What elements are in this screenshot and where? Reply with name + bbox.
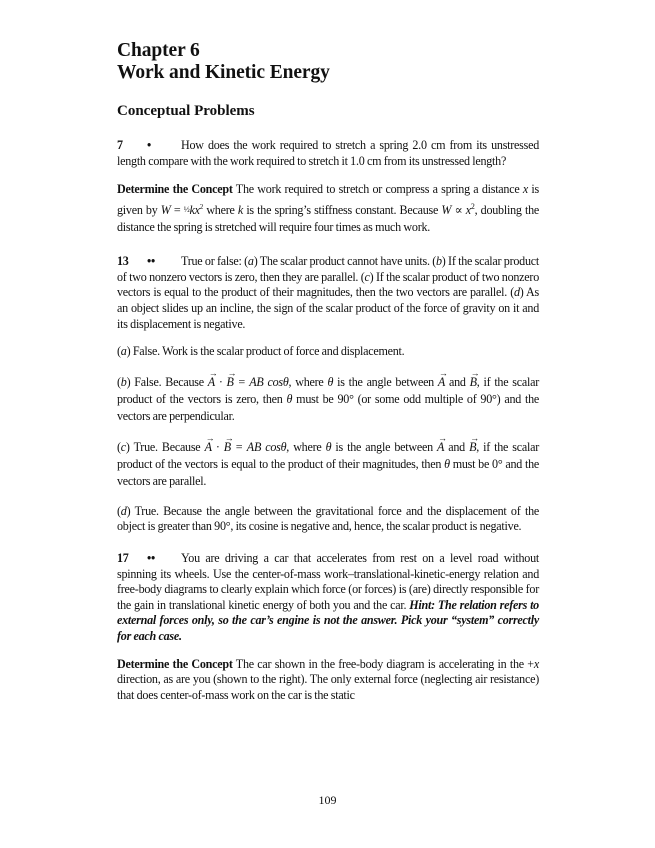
answer-13d: (d) True. Because the angle between the gravitational force and the displacement of the object is greater than 90°, its cosine is negative and, hence, the scalar product is negative. (117, 503, 539, 534)
difficulty-marker: • (147, 138, 151, 152)
problem-number: 13 (117, 254, 129, 269)
page-content (117, 40, 539, 703)
problem-number: 7 (117, 138, 123, 152)
answer-13c: (c) True. Because → A · → B = AB cosθ, where θ is the angle between → A and → B, if the scalar product of the vectors is equal to the product of their magnitudes, then θ must be 0° and the vectors are parallel. (117, 439, 539, 490)
page-number: 109 (318, 793, 337, 807)
problem-17-answer: Determine the Concept The car shown in the free-body diagram is accelerating in the +x direction, as are you (shown to the right). The only external force (neglecting air resistance) that does center-of-mass work on the car is the static (117, 656, 539, 702)
problem-7 (117, 138, 539, 169)
answer-lead: Determine the Concept (117, 182, 233, 197)
difficulty-marker: •• (147, 254, 155, 269)
spring-work-formula: $W = \frac{1}{2}kx^2$ (160, 203, 204, 218)
problem-13: 13 •• True or false: (a) The scalar product cannot have units. (b) If the scalar product of two nonzero vectors is zero, then they are parallel. (c) If the scalar product of two nonzero vectors is equal to the product of their magnitudes, then the two vectors are parallel. (d) As an object slides up an incline, the sign of the scalar product of the force of gravity on it and its displacement is negative. (117, 254, 539, 331)
problem-text: How does the work required to stretch a spring 2.0 cm from its unstressed length compare with the work required to stretch it 1.0 cm from its unstressed length? (117, 138, 539, 168)
dot-product-formula: → A · → B = AB cosθ (205, 440, 287, 454)
difficulty-marker: •• (147, 550, 155, 565)
chapter-title: Work and Kinetic Energy (117, 62, 330, 83)
problem-number: 17 (117, 550, 129, 565)
answer-13b: (b) False. Because → A · → B = AB cosθ, where θ is the angle between → A and → B, if the scalar product of the vectors is zero, then θ must be 90° (or some odd multiple of 90°) and the vectors are perpendicular. (117, 374, 539, 425)
dot-product-formula: → A · → B = AB cosθ (208, 375, 289, 389)
answer-13a: (a) False. Work is the scalar product of force and displacement. (117, 344, 405, 359)
problem-17 (117, 551, 539, 645)
section-heading: Conceptual Problems (117, 103, 255, 119)
chapter-number: Chapter 6 (117, 40, 200, 61)
problem-text: You are driving a car that accelerates from rest on a level road without spinning its wheels. Use the center-of-mass work–translational-kinetic-energy relation and free-body diagrams to clearly explain which force (or forces) is (are) directly responsible for the gain in translational kinetic energy of both you and the car. (117, 550, 539, 612)
problem-7-answer: Determine the Concept The work required to stretch or compress a spring a distance x is given by $W = \frac{1}{2}kx^2$ where k is the spring’s stiffness constant. Because $W \propto x^2$, doubling the distance the spring is stretched will require four times as much work. (117, 182, 539, 235)
proportional-formula: $W \propto x^2$ (441, 202, 475, 218)
problem-hint: Hint: The relation refers to external forces only, so the car’s engine is not the answer. Pick your “system” correctly for each case. (117, 597, 539, 643)
answer-lead: Determine the Concept (117, 656, 233, 671)
